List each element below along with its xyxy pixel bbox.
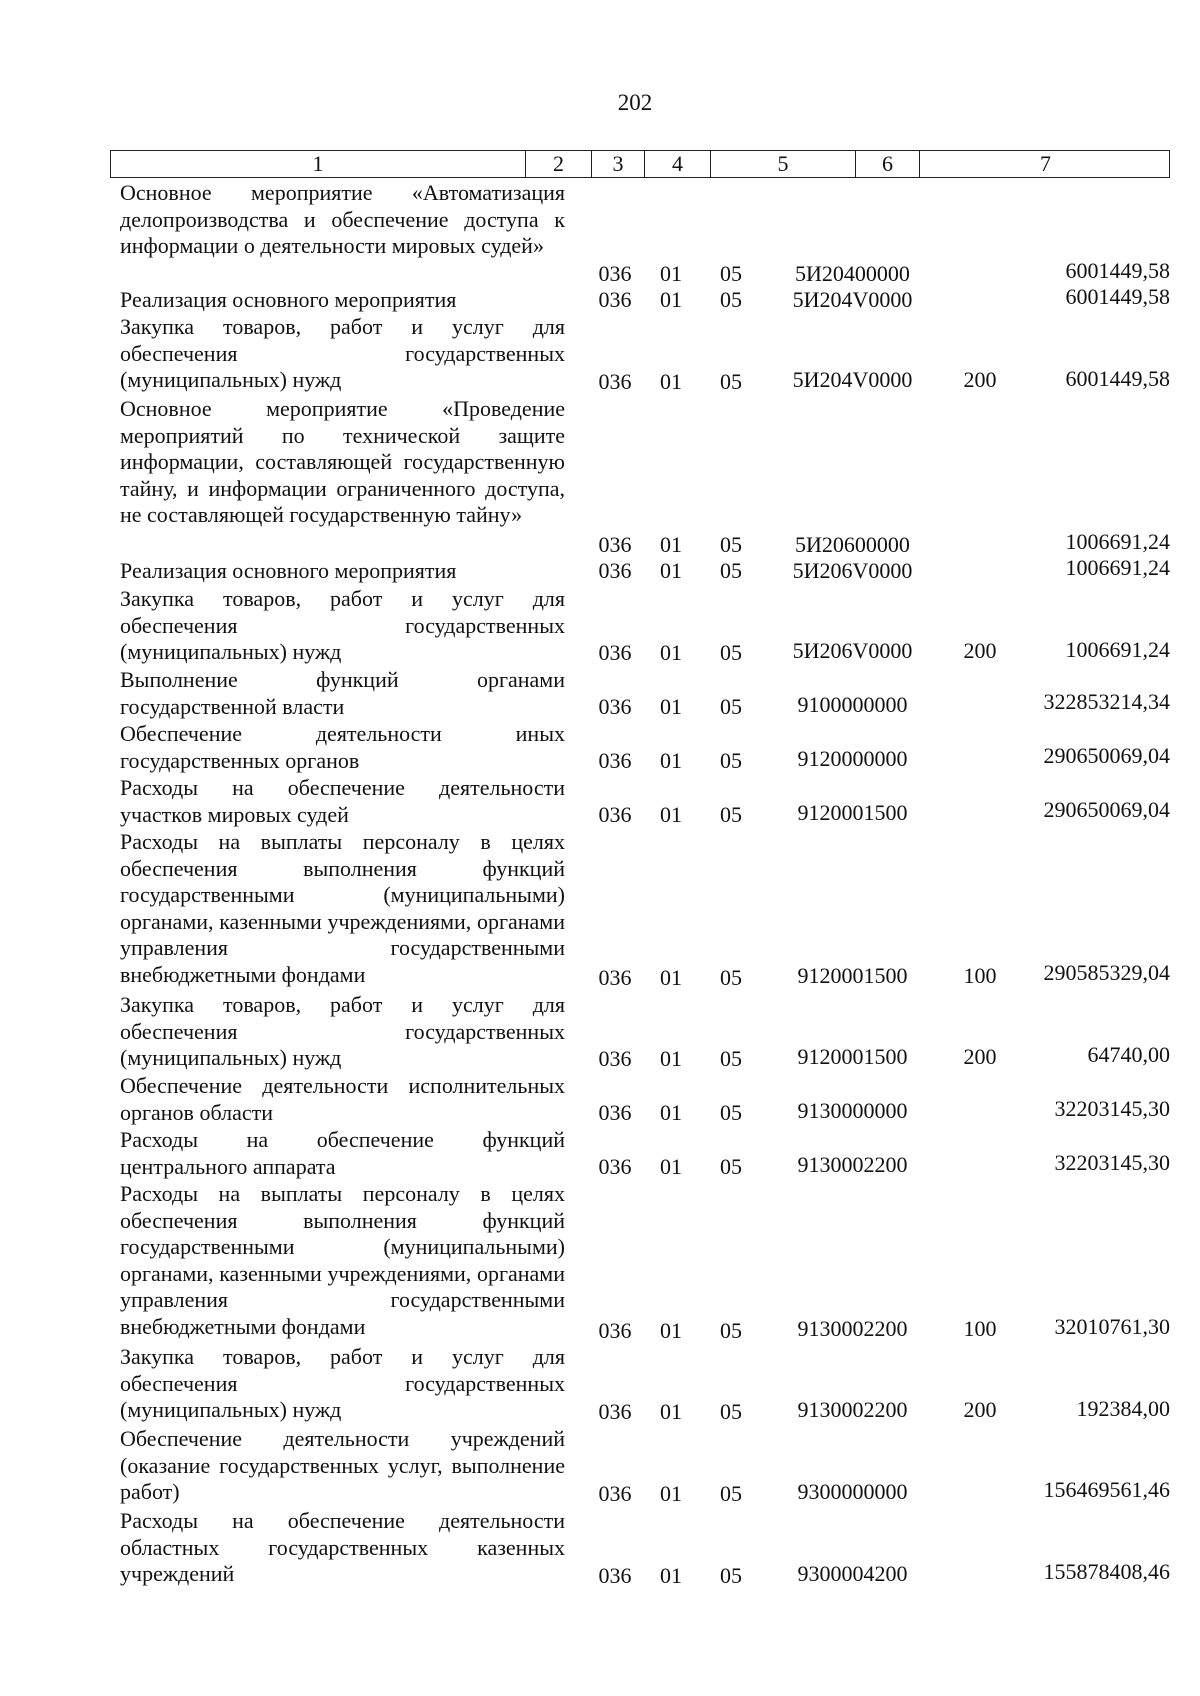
- row-amount: 32203145,30: [1054, 1096, 1170, 1121]
- row-code-2: 036: [598, 1318, 632, 1343]
- row-code-2: 036: [598, 369, 632, 394]
- header-col-6: 6: [856, 151, 920, 177]
- row-code-4: 05: [720, 694, 742, 719]
- row-code-4: 05: [720, 640, 742, 665]
- header-col-3: 3: [592, 151, 645, 177]
- row-code-5: 5И20400000: [795, 261, 910, 286]
- row-code-5: 9130000000: [797, 1098, 908, 1123]
- row-code-3: 01: [660, 369, 682, 394]
- row-code-4: 05: [720, 558, 742, 583]
- row-code-6: 200: [963, 1044, 997, 1069]
- row-description: Основное мероприятие «Автоматизация делопроизводства и обеспечение доступа к информации о деятельности мировых судей»: [120, 180, 565, 258]
- row-code-5: 5И204V0000: [792, 287, 913, 312]
- row-code-6: 100: [963, 963, 997, 988]
- row-code-5: 9130002200: [797, 1152, 908, 1177]
- row-code-5: 5И204V0000: [792, 367, 913, 392]
- row-code-3: 01: [660, 1046, 682, 1071]
- row-code-3: 01: [660, 261, 682, 286]
- row-code-4: 05: [720, 1563, 742, 1588]
- row-code-6: 200: [963, 367, 997, 392]
- row-description: Обеспечение деятельности исполнительных органов области: [120, 1073, 565, 1125]
- header-col-5: 5: [711, 151, 856, 177]
- row-code-3: 01: [660, 802, 682, 827]
- row-description: Расходы на обеспечение деятельности областных государственных казенных учреждений: [120, 1508, 565, 1586]
- row-code-6: 200: [963, 1397, 997, 1422]
- row-code-5: 9120001500: [797, 800, 908, 825]
- row-code-4: 05: [720, 261, 742, 286]
- row-code-5: 5И20600000: [795, 532, 910, 557]
- row-description: Выполнение функций органами государственной власти: [120, 667, 565, 719]
- row-code-3: 01: [660, 1481, 682, 1506]
- row-code-5: 9100000000: [797, 692, 908, 717]
- row-description: Реализация основного мероприятия: [120, 558, 457, 583]
- header-col-2: 2: [526, 151, 592, 177]
- row-code-2: 036: [598, 640, 632, 665]
- row-code-2: 036: [598, 1100, 632, 1125]
- row-code-2: 036: [598, 694, 632, 719]
- row-code-5: 9130002200: [797, 1397, 908, 1422]
- row-code-5: 9130002200: [797, 1316, 908, 1341]
- row-code-3: 01: [660, 558, 682, 583]
- row-code-2: 036: [598, 1563, 632, 1588]
- row-code-3: 01: [660, 1154, 682, 1179]
- row-code-3: 01: [660, 694, 682, 719]
- row-amount: 1006691,24: [1065, 637, 1170, 662]
- row-code-5: 9120000000: [797, 746, 908, 771]
- page-number: 202: [617, 90, 653, 115]
- row-amount: 156469561,46: [1043, 1477, 1170, 1502]
- row-amount: 290585329,04: [1043, 960, 1170, 985]
- row-amount: 1006691,24: [1065, 529, 1170, 554]
- row-amount: 6001449,58: [1065, 284, 1170, 309]
- row-code-2: 036: [598, 558, 632, 583]
- row-code-2: 036: [598, 261, 632, 286]
- row-code-2: 036: [598, 287, 632, 312]
- row-description: Расходы на обеспечение деятельности участков мировых судей: [120, 775, 565, 827]
- row-description: Закупка товаров, работ и услуг для обеспечения государственных (муниципальных) нужд: [120, 586, 565, 664]
- row-description: Реализация основного мероприятия: [120, 287, 457, 312]
- row-amount: 32010761,30: [1054, 1314, 1170, 1339]
- row-amount: 1006691,24: [1065, 555, 1170, 580]
- row-code-2: 036: [598, 965, 632, 990]
- row-description: Закупка товаров, работ и услуг для обеспечения государственных (муниципальных) нужд: [120, 314, 565, 392]
- row-code-3: 01: [660, 532, 682, 557]
- row-code-4: 05: [720, 369, 742, 394]
- row-code-5: 5И206V0000: [792, 638, 913, 663]
- row-amount: 155878408,46: [1043, 1559, 1170, 1584]
- row-description: Обеспечение деятельности учреждений (оказание государственных услуг, выполнение работ): [120, 1426, 565, 1504]
- row-description: Расходы на выплаты персоналу в целях обеспечения выполнения функций государственными (муниципальными) органами, казенными учреждениями, органами управления государственными внебюджетными фондами: [120, 1181, 565, 1339]
- row-code-3: 01: [660, 1318, 682, 1343]
- row-amount: 290650069,04: [1043, 743, 1170, 768]
- row-code-4: 05: [720, 748, 742, 773]
- table-header: [110, 150, 1170, 178]
- row-code-5: 9120001500: [797, 1044, 908, 1069]
- row-code-4: 05: [720, 1399, 742, 1424]
- row-code-2: 036: [598, 1046, 632, 1071]
- row-amount: 64740,00: [1087, 1042, 1170, 1067]
- row-amount: 322853214,34: [1043, 689, 1170, 714]
- row-amount: 290650069,04: [1043, 797, 1170, 822]
- row-code-3: 01: [660, 965, 682, 990]
- row-code-6: 100: [963, 1316, 997, 1341]
- row-code-3: 01: [660, 640, 682, 665]
- row-code-3: 01: [660, 1100, 682, 1125]
- row-code-4: 05: [720, 1481, 742, 1506]
- row-code-2: 036: [598, 802, 632, 827]
- row-description: Закупка товаров, работ и услуг для обеспечения государственных (муниципальных) нужд: [120, 992, 565, 1070]
- row-code-4: 05: [720, 1100, 742, 1125]
- header-col-4: 4: [645, 151, 711, 177]
- row-code-4: 05: [720, 802, 742, 827]
- row-code-2: 036: [598, 1154, 632, 1179]
- row-description: Закупка товаров, работ и услуг для обеспечения государственных (муниципальных) нужд: [120, 1344, 565, 1422]
- row-code-4: 05: [720, 1154, 742, 1179]
- row-amount: 192384,00: [1076, 1396, 1170, 1421]
- row-code-2: 036: [598, 1481, 632, 1506]
- row-code-2: 036: [598, 748, 632, 773]
- row-amount: 6001449,58: [1065, 366, 1170, 391]
- row-amount: 6001449,58: [1065, 258, 1170, 283]
- row-code-2: 036: [598, 1399, 632, 1424]
- row-description: Обеспечение деятельности иных государственных органов: [120, 721, 565, 773]
- row-code-5: 9120001500: [797, 963, 908, 988]
- row-code-5: 9300004200: [797, 1561, 908, 1586]
- row-code-4: 05: [720, 532, 742, 557]
- row-code-4: 05: [720, 287, 742, 312]
- row-code-2: 036: [598, 532, 632, 557]
- row-code-3: 01: [660, 1399, 682, 1424]
- row-code-4: 05: [720, 965, 742, 990]
- row-code-4: 05: [720, 1318, 742, 1343]
- row-code-5: 9300000000: [797, 1479, 908, 1504]
- row-description: Основное мероприятие «Проведение мероприятий по технической защите информации, составляющей государственную тайну, и информации ограниченного доступа, не составляющей государственную тайну»: [120, 396, 565, 527]
- row-code-3: 01: [660, 748, 682, 773]
- row-code-4: 05: [720, 1046, 742, 1071]
- row-description: Расходы на обеспечение функций центрального аппарата: [120, 1127, 565, 1179]
- row-description: Расходы на выплаты персоналу в целях обеспечения выполнения функций государственными (муниципальными) органами, казенными учреждениями, органами управления государственными внебюджетными фондами: [120, 829, 565, 987]
- row-code-3: 01: [660, 287, 682, 312]
- header-col-1: 1: [111, 151, 526, 177]
- header-col-7: 7: [1040, 151, 1051, 176]
- row-code-5: 5И206V0000: [792, 558, 913, 583]
- row-code-3: 01: [660, 1563, 682, 1588]
- row-code-6: 200: [963, 638, 997, 663]
- row-amount: 32203145,30: [1054, 1150, 1170, 1175]
